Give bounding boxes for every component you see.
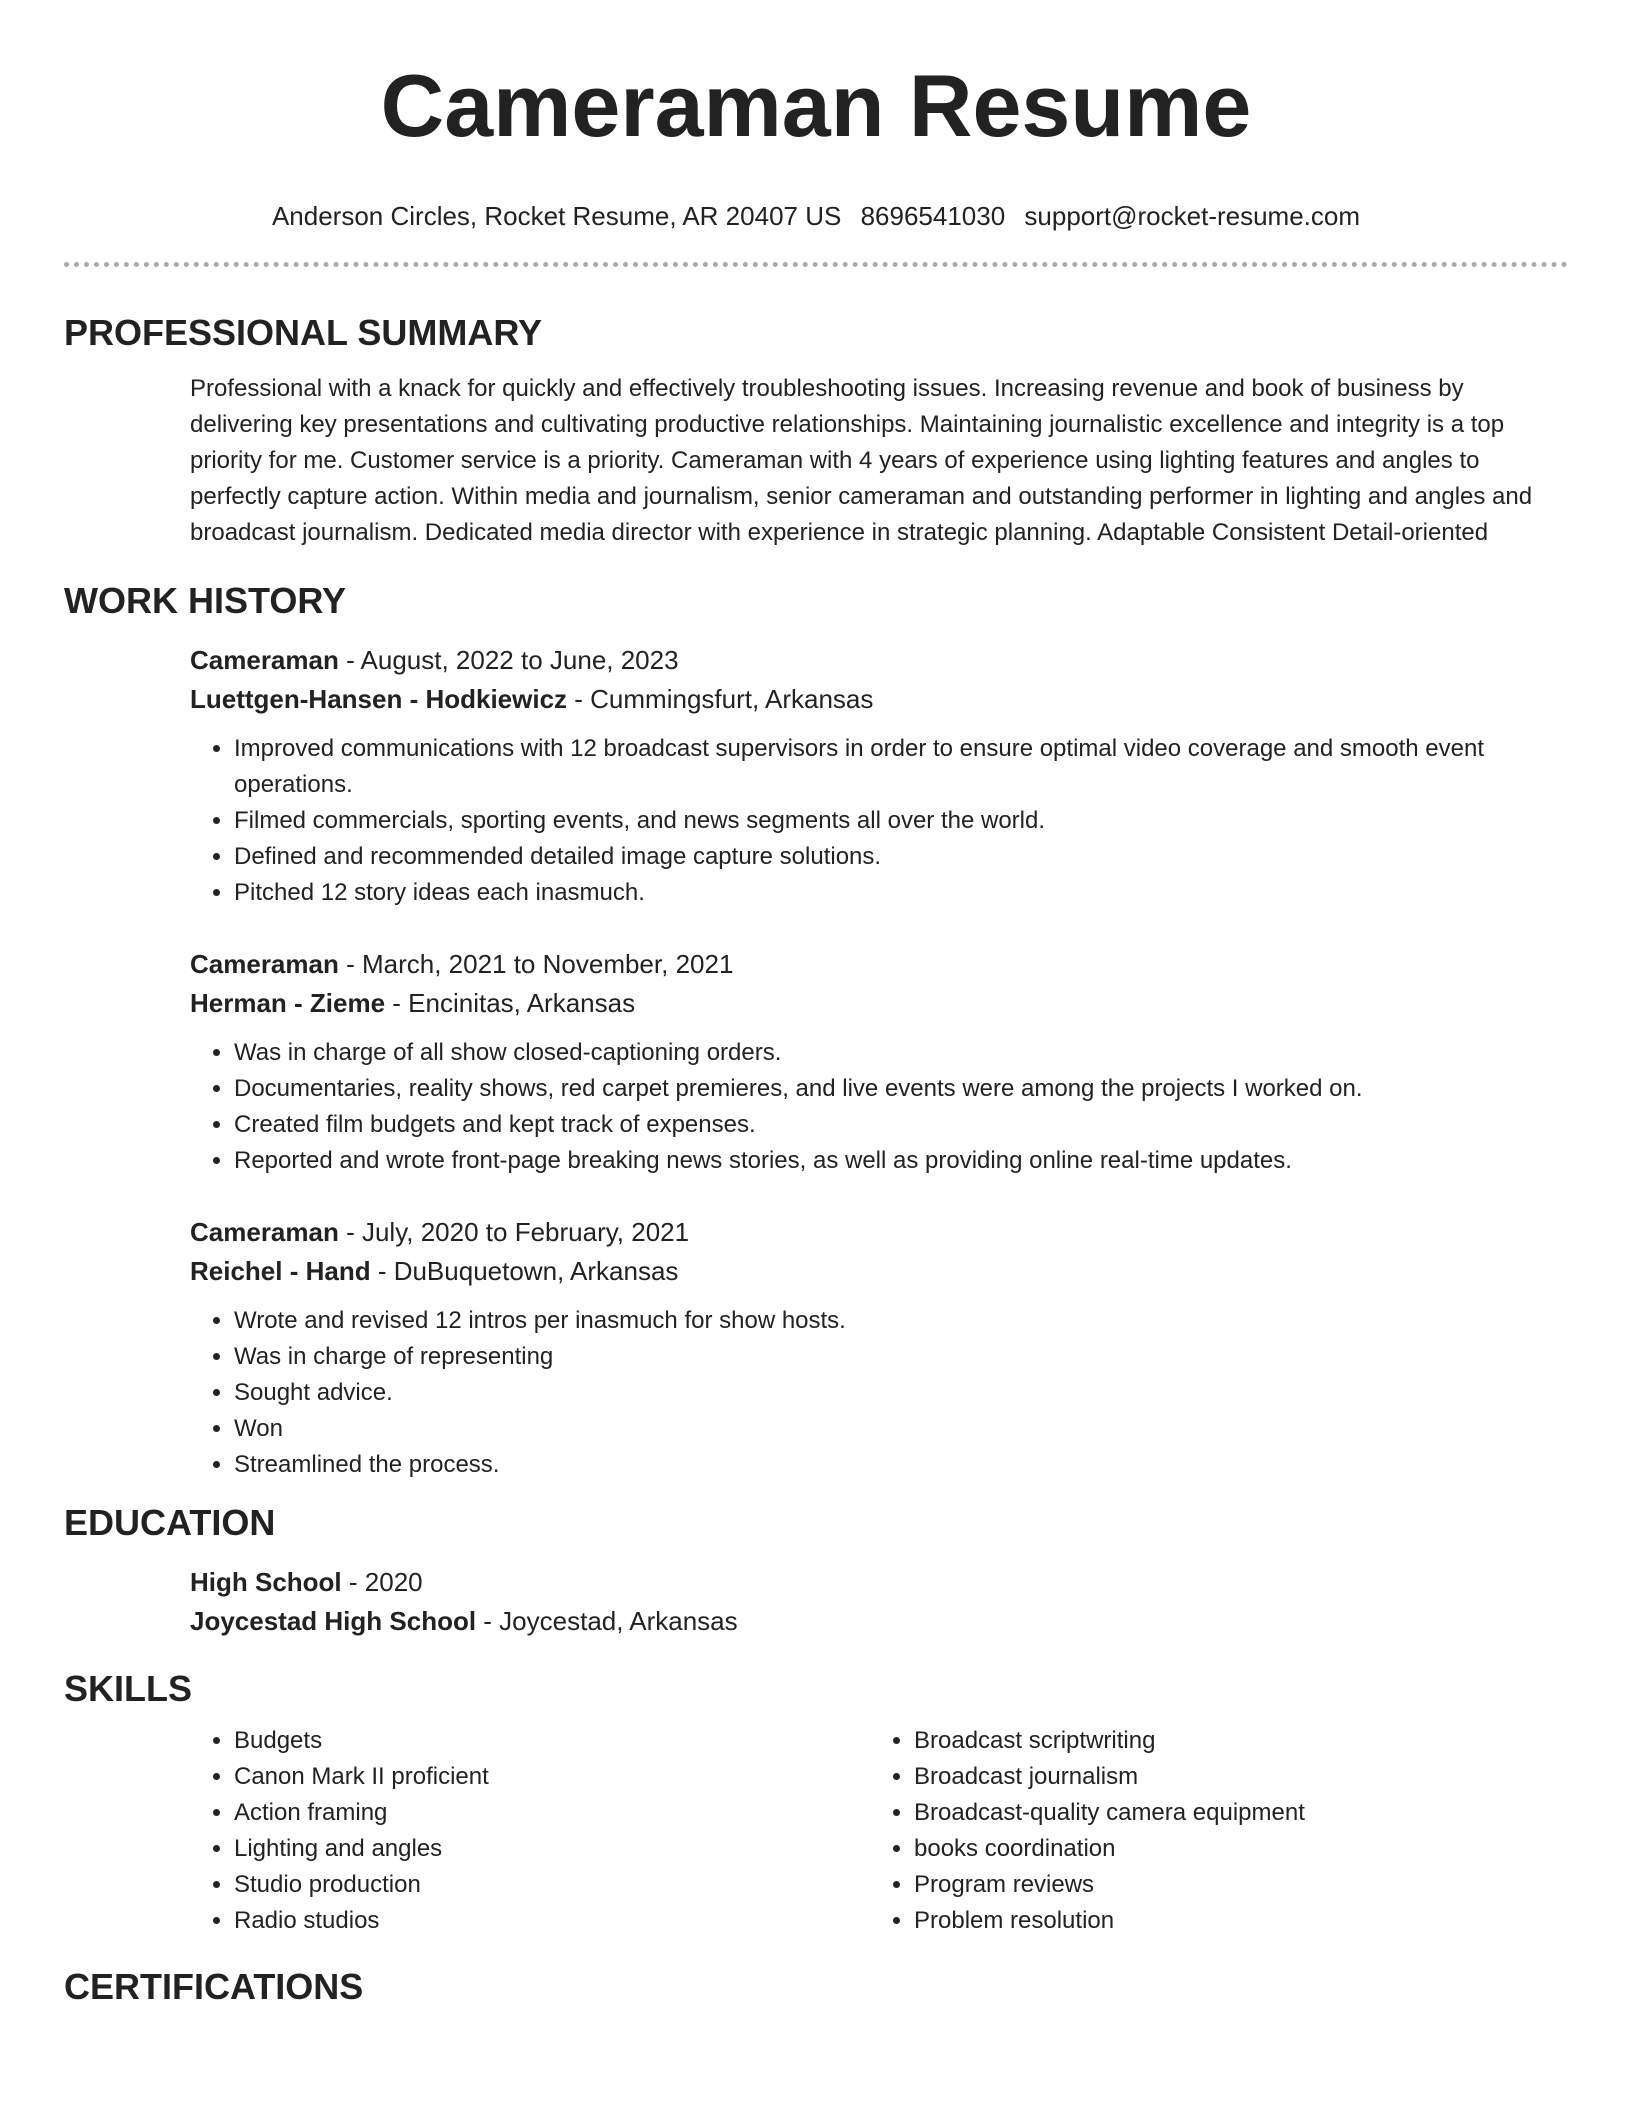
skill-item: • Problem resolution	[914, 1903, 1550, 1939]
job-company: Reichel - Hand	[190, 1256, 371, 1286]
skill-item: • Lighting and angles	[234, 1831, 870, 1867]
contact-phone: 8696541030	[860, 201, 1006, 231]
education-school: Joycestad High School	[190, 1606, 477, 1636]
skills-list	[190, 1723, 870, 1939]
certifications-heading: CERTIFICATIONS	[64, 1966, 364, 2007]
work-history-section	[64, 579, 1568, 1483]
education-heading: EDUCATION	[64, 1502, 276, 1543]
job-dates: - August, 2022 to June, 2023	[338, 645, 679, 675]
job-entry	[190, 945, 1568, 1179]
education-section	[64, 1501, 1568, 1641]
job-bullet: • Streamlined the process.	[234, 1447, 1568, 1483]
job-location: - Cummingsfurt, Arkansas	[567, 684, 874, 714]
job-company: Herman - Zieme	[190, 988, 386, 1018]
job-bullet: • Created film budgets and kept track of expenses.	[234, 1107, 1568, 1143]
certifications-section	[64, 1965, 1568, 2009]
education-school-line	[190, 1602, 1568, 1641]
education-entry	[190, 1563, 1568, 1641]
skills-column-right	[870, 1723, 1550, 1939]
summary-heading: PROFESSIONAL SUMMARY	[64, 312, 543, 353]
job-bullet: • Pitched 12 story ideas each inasmuch.	[234, 875, 1568, 911]
summary-text: Professional with a knack for quickly and effectively troubleshooting issues. Increasing revenue and book of business by delivering key presentations and cultivating productive relationships. Maintaining journalistic excellence and integrity is a top priority for me. Customer service is a priority. Cameraman with 4 years of experience using lighting features and angles to perfectly capture action. Within media and journalism, senior cameraman and outstanding performer in lighting and angles and broadcast journalism. Dedicated media director with experience in strategic planning. Adaptable Consistent Detail-oriented	[190, 375, 1533, 546]
job-entry	[190, 1213, 1568, 1483]
skill-item: • Action framing	[234, 1795, 870, 1831]
job-bullet: • Filmed commercials, sporting events, and news segments all over the world.	[234, 803, 1568, 839]
work-history-heading: WORK HISTORY	[64, 580, 347, 621]
job-bullet: • Sought advice.	[234, 1375, 1568, 1411]
skills-heading: SKILLS	[64, 1668, 193, 1709]
education-year: - 2020	[341, 1567, 423, 1597]
job-entry	[190, 641, 1568, 911]
skill-item: • Program reviews	[914, 1867, 1550, 1903]
job-location: - Encinitas, Arkansas	[385, 988, 636, 1018]
contact-line	[64, 200, 1568, 232]
job-company-line	[190, 984, 1568, 1023]
skill-item: • Canon Mark II proficient	[234, 1759, 870, 1795]
skill-item: • Radio studios	[234, 1903, 870, 1939]
job-bullets	[190, 1303, 1568, 1483]
skill-item: • Budgets	[234, 1723, 870, 1759]
job-title: Cameraman	[190, 1217, 339, 1247]
job-bullets	[190, 1035, 1568, 1179]
skill-item: • Broadcast scriptwriting	[914, 1723, 1550, 1759]
job-bullet: • Won	[234, 1411, 1568, 1447]
skills-column-left	[190, 1723, 870, 1939]
job-bullet: • Defined and recommended detailed image capture solutions.	[234, 839, 1568, 875]
resume-page	[64, 0, 1568, 2009]
job-bullet: • Improved communications with 12 broadcast supervisors in order to ensure optimal video coverage and smooth event operations.	[234, 731, 1568, 803]
job-title-line	[190, 1213, 1568, 1252]
contact-address: Anderson Circles, Rocket Resume, AR 20407 US	[271, 201, 842, 231]
job-company-line	[190, 1252, 1568, 1291]
education-degree: High School	[190, 1567, 342, 1597]
summary-section	[64, 311, 1568, 551]
job-bullet: • Wrote and revised 12 intros per inasmuch for show hosts.	[234, 1303, 1568, 1339]
header-divider	[64, 262, 1568, 267]
education-location: - Joycestad, Arkansas	[476, 1606, 738, 1636]
job-title: Cameraman	[190, 645, 339, 675]
job-bullet: • Was in charge of representing	[234, 1339, 1568, 1375]
job-bullet: • Was in charge of all show closed-captioning orders.	[234, 1035, 1568, 1071]
skill-item: • Broadcast-quality camera equipment	[914, 1795, 1550, 1831]
job-bullet: • Documentaries, reality shows, red carpet premieres, and live events were among the projects I worked on.	[234, 1071, 1568, 1107]
contact-email: support@rocket-resume.com	[1024, 201, 1361, 231]
job-location: - DuBuquetown, Arkansas	[370, 1256, 679, 1286]
skill-item: • Broadcast journalism	[914, 1759, 1550, 1795]
job-company: Luettgen-Hansen - Hodkiewicz	[190, 684, 568, 714]
education-degree-line	[190, 1563, 1568, 1602]
job-dates: - July, 2020 to February, 2021	[338, 1217, 690, 1247]
skills-section	[64, 1667, 1568, 1939]
job-company-line	[190, 680, 1568, 719]
page-title: Cameraman Resume	[380, 56, 1252, 155]
job-bullets	[190, 731, 1568, 911]
job-title: Cameraman	[190, 949, 339, 979]
skill-item: • Studio production	[234, 1867, 870, 1903]
skill-item: • books coordination	[914, 1831, 1550, 1867]
job-title-line	[190, 945, 1568, 984]
skills-grid	[190, 1723, 1568, 1939]
job-bullet: • Reported and wrote front-page breaking news stories, as well as providing online real-time updates.	[234, 1143, 1568, 1179]
job-title-line	[190, 641, 1568, 680]
job-dates: - March, 2021 to November, 2021	[338, 949, 734, 979]
skills-list	[870, 1723, 1550, 1939]
